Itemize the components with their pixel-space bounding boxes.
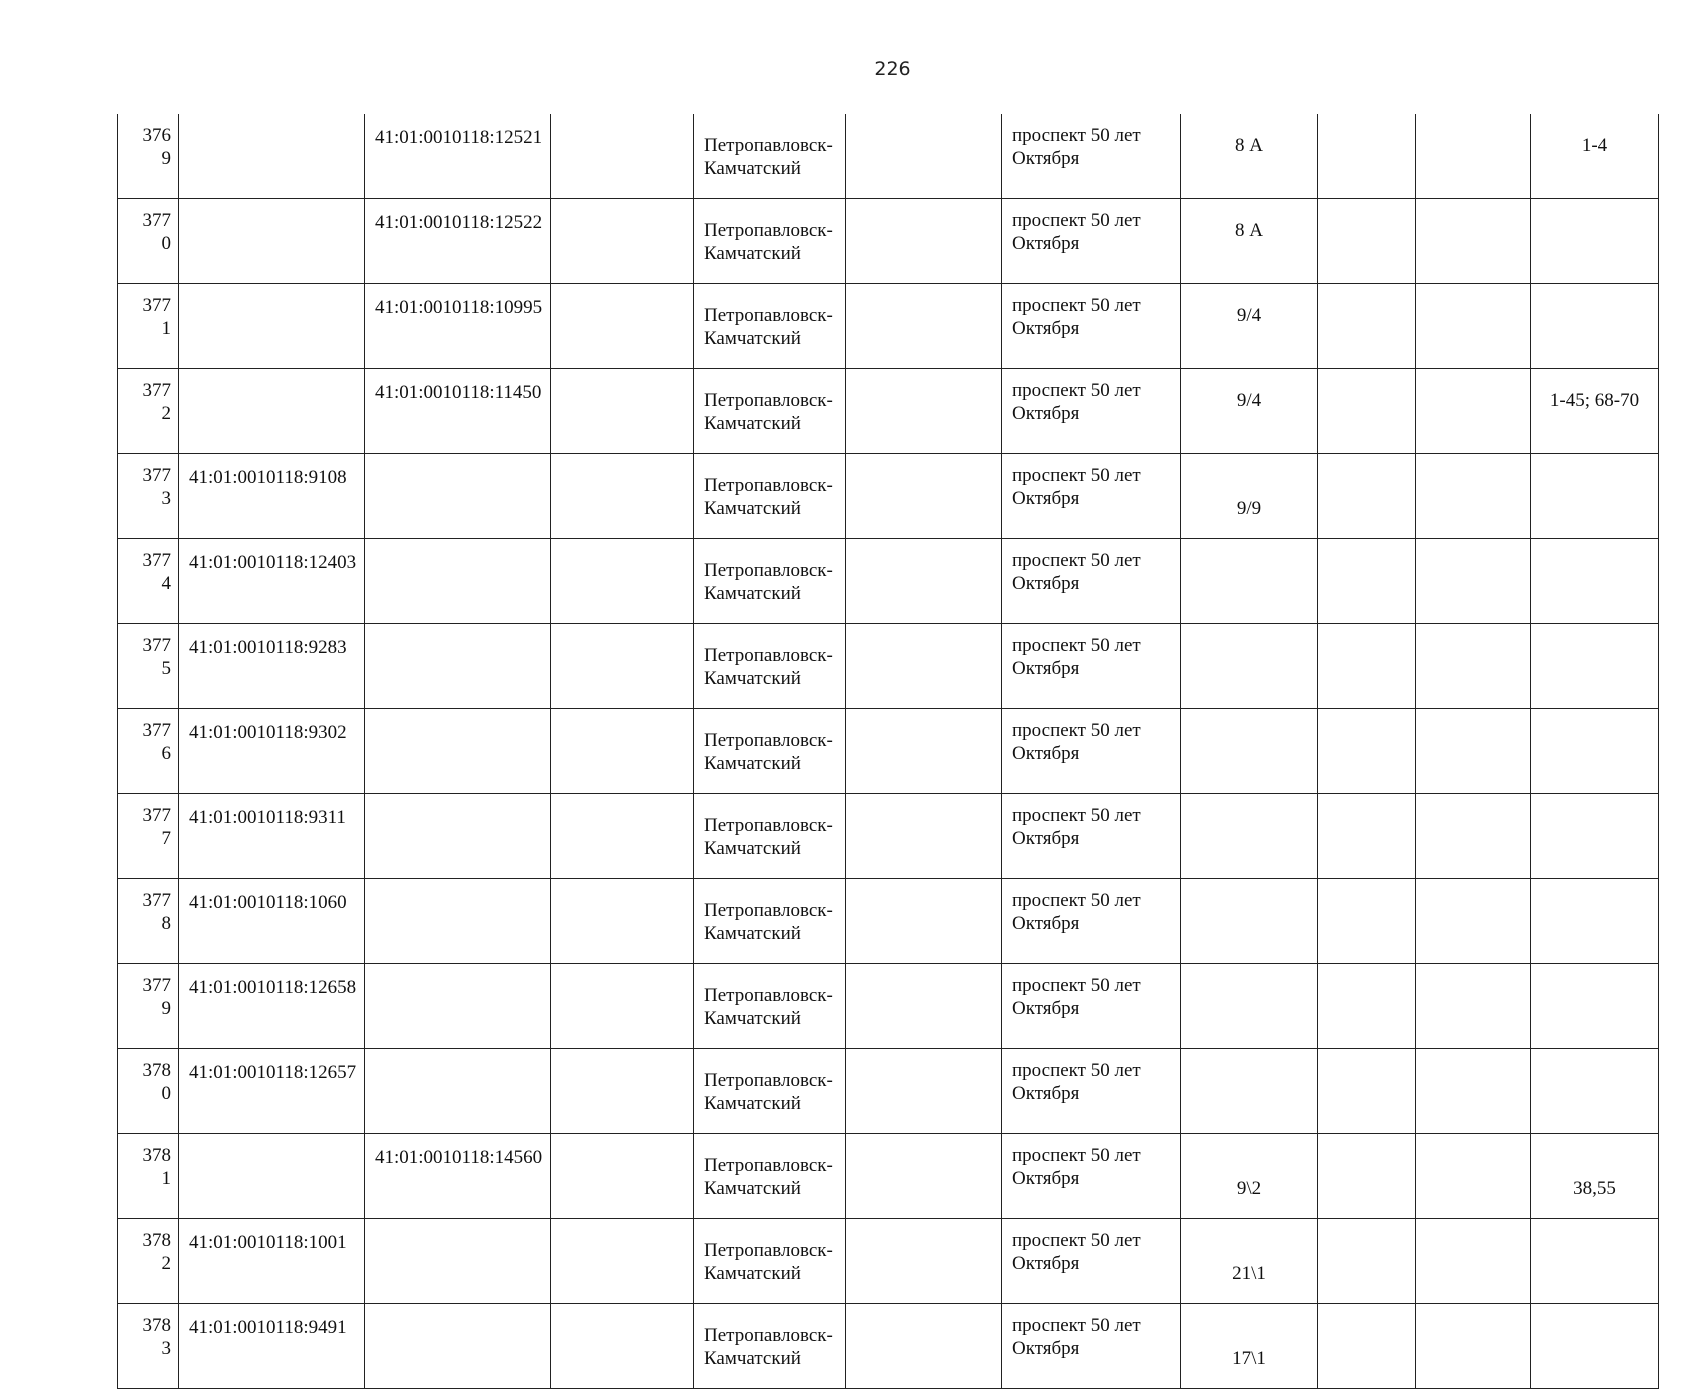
flat-numbers — [1531, 539, 1658, 559]
row-number-part: 9 — [161, 998, 171, 1019]
flat-numbers — [1531, 879, 1658, 899]
house-number — [1181, 624, 1317, 644]
flats-cell — [1531, 199, 1659, 284]
building-cadastral-number — [365, 1219, 551, 1304]
land-cadastral-number: 41:01:0010118:12403 — [179, 539, 365, 624]
building-cadastral-number — [365, 879, 551, 964]
empty-cell — [1318, 964, 1416, 1049]
empty-cell — [551, 709, 694, 794]
street-name: проспект 50 лет Октября — [1002, 284, 1181, 369]
empty-cell — [1416, 964, 1531, 1049]
empty-cell — [846, 199, 1002, 284]
empty-cell — [846, 964, 1002, 1049]
empty-cell — [551, 539, 694, 624]
building-cadastral-number — [365, 1304, 551, 1389]
settlement-name: Петропавловск-Камчатский — [694, 284, 846, 369]
flats-cell — [1531, 539, 1659, 624]
empty-cell — [1416, 879, 1531, 964]
row-number-part: 3 — [161, 488, 171, 509]
empty-cell — [551, 284, 694, 369]
building-cadastral-number — [365, 794, 551, 879]
house-number-cell — [1181, 1049, 1318, 1134]
row-number-cell — [118, 369, 179, 454]
flat-numbers — [1531, 964, 1658, 984]
house-number-cell — [1181, 709, 1318, 794]
flats-cell — [1531, 454, 1659, 539]
house-number-cell — [1181, 879, 1318, 964]
table-row — [118, 1304, 1659, 1389]
empty-cell — [1416, 1049, 1531, 1134]
empty-cell — [551, 1049, 694, 1134]
row-number-cell — [118, 284, 179, 369]
house-number: 9\2 — [1236, 1178, 1262, 1199]
empty-cell — [846, 794, 1002, 879]
flat-numbers — [1531, 794, 1658, 814]
empty-cell — [1416, 1134, 1531, 1219]
row-number-part: 378 — [142, 1230, 171, 1251]
land-cadastral-number — [179, 199, 365, 284]
land-cadastral-number: 41:01:0010118:9108 — [179, 454, 365, 539]
land-cadastral-number: 41:01:0010118:1060 — [179, 879, 365, 964]
street-name: проспект 50 лет Октября — [1002, 709, 1181, 794]
building-cadastral-number: 41:01:0010118:12521 — [365, 114, 551, 199]
house-number: 9/9 — [1236, 498, 1262, 519]
table-row — [118, 1219, 1659, 1304]
row-number-cell — [118, 624, 179, 709]
table-row — [118, 794, 1659, 879]
street-name: проспект 50 лет Октября — [1002, 539, 1181, 624]
table-row — [118, 1049, 1659, 1134]
flats-cell — [1531, 114, 1659, 199]
flats-cell — [1531, 1049, 1659, 1134]
flat-numbers — [1531, 199, 1658, 219]
registry-table — [117, 114, 1659, 1389]
row-number-part: 0 — [161, 233, 171, 254]
settlement-name: Петропавловск-Камчатский — [694, 1219, 846, 1304]
empty-cell — [1416, 114, 1531, 199]
row-number-cell — [118, 454, 179, 539]
row-number-cell — [118, 1219, 179, 1304]
land-cadastral-number — [179, 114, 365, 199]
land-cadastral-number: 41:01:0010118:12657 — [179, 1049, 365, 1134]
house-number: 9/4 — [1236, 305, 1262, 326]
empty-cell — [1416, 794, 1531, 879]
flat-numbers — [1531, 284, 1658, 304]
empty-cell — [846, 114, 1002, 199]
row-number-part: 377 — [142, 380, 171, 401]
row-number-cell — [118, 1134, 179, 1219]
empty-cell — [1416, 1304, 1531, 1389]
settlement-name: Петропавловск-Камчатский — [694, 964, 846, 1049]
empty-cell — [846, 539, 1002, 624]
house-number-cell — [1181, 114, 1318, 199]
street-name: проспект 50 лет Октября — [1002, 199, 1181, 284]
land-cadastral-number — [179, 1134, 365, 1219]
row-number-part: 2 — [161, 403, 171, 424]
empty-cell — [1318, 1219, 1416, 1304]
street-name: проспект 50 лет Октября — [1002, 454, 1181, 539]
row-number-part: 377 — [142, 465, 171, 486]
land-cadastral-number: 41:01:0010118:9302 — [179, 709, 365, 794]
empty-cell — [1416, 1219, 1531, 1304]
table-row — [118, 199, 1659, 284]
land-cadastral-number: 41:01:0010118:9311 — [179, 794, 365, 879]
row-number-cell — [118, 794, 179, 879]
house-number-cell — [1181, 454, 1318, 539]
house-number-cell — [1181, 964, 1318, 1049]
land-cadastral-number: 41:01:0010118:12658 — [179, 964, 365, 1049]
land-cadastral-number: 41:01:0010118:1001 — [179, 1219, 365, 1304]
flats-cell — [1531, 964, 1659, 1049]
house-number — [1181, 1049, 1317, 1069]
flats-cell — [1531, 624, 1659, 709]
street-name: проспект 50 лет Октября — [1002, 1134, 1181, 1219]
table-row — [118, 1134, 1659, 1219]
row-number-part: 378 — [142, 1145, 171, 1166]
settlement-name: Петропавловск-Камчатский — [694, 369, 846, 454]
empty-cell — [1318, 114, 1416, 199]
street-name: проспект 50 лет Октября — [1002, 964, 1181, 1049]
empty-cell — [1318, 794, 1416, 879]
empty-cell — [1318, 709, 1416, 794]
empty-cell — [1318, 454, 1416, 539]
street-name: проспект 50 лет Октября — [1002, 1304, 1181, 1389]
empty-cell — [1318, 879, 1416, 964]
settlement-name: Петропавловск-Камчатский — [694, 114, 846, 199]
table-row — [118, 709, 1659, 794]
building-cadastral-number: 41:01:0010118:10995 — [365, 284, 551, 369]
empty-cell — [551, 964, 694, 1049]
empty-cell — [846, 454, 1002, 539]
house-number — [1181, 709, 1317, 729]
row-number-part: 377 — [142, 295, 171, 316]
flats-cell — [1531, 879, 1659, 964]
building-cadastral-number — [365, 624, 551, 709]
settlement-name: Петропавловск-Камчатский — [694, 794, 846, 879]
row-number-cell — [118, 1304, 179, 1389]
house-number — [1181, 964, 1317, 984]
building-cadastral-number — [365, 1049, 551, 1134]
flats-cell — [1531, 1304, 1659, 1389]
building-cadastral-number — [365, 964, 551, 1049]
flats-cell — [1531, 369, 1659, 454]
house-number: 21\1 — [1232, 1263, 1266, 1284]
empty-cell — [1318, 1049, 1416, 1134]
empty-cell — [846, 369, 1002, 454]
house-number-cell — [1181, 369, 1318, 454]
settlement-name: Петропавловск-Камчатский — [694, 879, 846, 964]
land-cadastral-number: 41:01:0010118:9283 — [179, 624, 365, 709]
flat-numbers — [1531, 1049, 1658, 1069]
row-number-cell — [118, 539, 179, 624]
flat-numbers — [1531, 709, 1658, 729]
house-number: 8 А — [1235, 220, 1263, 241]
empty-cell — [551, 454, 694, 539]
empty-cell — [1318, 1134, 1416, 1219]
empty-cell — [846, 709, 1002, 794]
table-row — [118, 114, 1659, 199]
flat-numbers: 1-45; 68-70 — [1549, 390, 1640, 411]
empty-cell — [1416, 454, 1531, 539]
house-number — [1181, 879, 1317, 899]
settlement-name: Петропавловск-Камчатский — [694, 1049, 846, 1134]
settlement-name: Петропавловск-Камчатский — [694, 199, 846, 284]
row-number-part: 2 — [161, 1253, 171, 1274]
row-number-part: 1 — [161, 318, 171, 339]
settlement-name: Петропавловск-Камчатский — [694, 624, 846, 709]
row-number-part: 377 — [142, 550, 171, 571]
empty-cell — [846, 284, 1002, 369]
settlement-name: Петропавловск-Камчатский — [694, 1134, 846, 1219]
row-number-part: 9 — [161, 148, 171, 169]
street-name: проспект 50 лет Октября — [1002, 1049, 1181, 1134]
empty-cell — [846, 1219, 1002, 1304]
empty-cell — [1416, 284, 1531, 369]
settlement-name: Петропавловск-Камчатский — [694, 454, 846, 539]
row-number-cell — [118, 1049, 179, 1134]
street-name: проспект 50 лет Октября — [1002, 369, 1181, 454]
flats-cell — [1531, 284, 1659, 369]
row-number-cell — [118, 114, 179, 199]
house-number-cell — [1181, 1304, 1318, 1389]
house-number-cell — [1181, 1134, 1318, 1219]
row-number-part: 377 — [142, 975, 171, 996]
empty-cell — [1318, 284, 1416, 369]
empty-cell — [551, 1134, 694, 1219]
house-number-cell — [1181, 199, 1318, 284]
row-number-cell — [118, 709, 179, 794]
flat-numbers — [1531, 624, 1658, 644]
row-number-part: 0 — [161, 1083, 171, 1104]
building-cadastral-number — [365, 454, 551, 539]
registry-rows — [118, 114, 1659, 1389]
empty-cell — [551, 114, 694, 199]
house-number-cell — [1181, 624, 1318, 709]
house-number: 9/4 — [1236, 390, 1262, 411]
empty-cell — [1416, 199, 1531, 284]
empty-cell — [1416, 624, 1531, 709]
settlement-name: Петропавловск-Камчатский — [694, 709, 846, 794]
flat-numbers — [1531, 454, 1658, 474]
street-name: проспект 50 лет Октября — [1002, 114, 1181, 199]
row-number-cell — [118, 879, 179, 964]
house-number-cell — [1181, 539, 1318, 624]
land-cadastral-number — [179, 369, 365, 454]
house-number-cell — [1181, 1219, 1318, 1304]
empty-cell — [846, 1049, 1002, 1134]
row-number-cell — [118, 199, 179, 284]
row-number-part: 1 — [161, 1168, 171, 1189]
empty-cell — [551, 624, 694, 709]
settlement-name: Петропавловск-Камчатский — [694, 539, 846, 624]
row-number-part: 7 — [161, 828, 171, 849]
row-number-part: 377 — [142, 720, 171, 741]
row-number-part: 377 — [142, 635, 171, 656]
building-cadastral-number: 41:01:0010118:14560 — [365, 1134, 551, 1219]
empty-cell — [846, 624, 1002, 709]
table-row — [118, 369, 1659, 454]
empty-cell — [1416, 539, 1531, 624]
empty-cell — [551, 1219, 694, 1304]
empty-cell — [551, 879, 694, 964]
row-number-part: 3 — [161, 1338, 171, 1359]
table-row — [118, 284, 1659, 369]
empty-cell — [846, 1134, 1002, 1219]
table-row — [118, 454, 1659, 539]
table-row — [118, 539, 1659, 624]
flat-numbers — [1531, 1219, 1658, 1239]
flats-cell — [1531, 1134, 1659, 1219]
empty-cell — [846, 1304, 1002, 1389]
empty-cell — [1416, 369, 1531, 454]
row-number-part: 377 — [142, 890, 171, 911]
row-number-part: 378 — [142, 1315, 171, 1336]
page-number: 226 — [874, 58, 911, 80]
flats-cell — [1531, 709, 1659, 794]
row-number-part: 6 — [161, 743, 171, 764]
flat-numbers: 1-4 — [1581, 135, 1608, 156]
row-number-part: 377 — [142, 210, 171, 231]
street-name: проспект 50 лет Октября — [1002, 794, 1181, 879]
building-cadastral-number: 41:01:0010118:11450 — [365, 369, 551, 454]
street-name: проспект 50 лет Октября — [1002, 879, 1181, 964]
table-row — [118, 964, 1659, 1049]
row-number-part: 8 — [161, 913, 171, 934]
house-number — [1181, 794, 1317, 814]
empty-cell — [1318, 199, 1416, 284]
row-number-part: 4 — [161, 573, 171, 594]
flats-cell — [1531, 1219, 1659, 1304]
street-name: проспект 50 лет Октября — [1002, 1219, 1181, 1304]
land-cadastral-number — [179, 284, 365, 369]
empty-cell — [1318, 539, 1416, 624]
building-cadastral-number: 41:01:0010118:12522 — [365, 199, 551, 284]
empty-cell — [1318, 1304, 1416, 1389]
house-number: 8 А — [1235, 135, 1263, 156]
row-number-part: 378 — [142, 1060, 171, 1081]
row-number-part: 377 — [142, 805, 171, 826]
empty-cell — [551, 199, 694, 284]
house-number: 17\1 — [1232, 1348, 1266, 1369]
empty-cell — [551, 369, 694, 454]
flat-numbers — [1531, 1304, 1658, 1324]
empty-cell — [551, 1304, 694, 1389]
building-cadastral-number — [365, 709, 551, 794]
settlement-name: Петропавловск-Камчатский — [694, 1304, 846, 1389]
empty-cell — [1416, 709, 1531, 794]
table-row — [118, 879, 1659, 964]
street-name: проспект 50 лет Октября — [1002, 624, 1181, 709]
flats-cell — [1531, 794, 1659, 879]
building-cadastral-number — [365, 539, 551, 624]
house-number-cell — [1181, 794, 1318, 879]
empty-cell — [551, 794, 694, 879]
table-row — [118, 624, 1659, 709]
empty-cell — [1318, 369, 1416, 454]
empty-cell — [846, 879, 1002, 964]
house-number — [1181, 539, 1317, 559]
row-number-cell — [118, 964, 179, 1049]
flat-numbers: 38,55 — [1573, 1178, 1616, 1199]
row-number-part: 5 — [161, 658, 171, 679]
house-number-cell — [1181, 284, 1318, 369]
land-cadastral-number: 41:01:0010118:9491 — [179, 1304, 365, 1389]
row-number-part: 376 — [142, 125, 171, 146]
empty-cell — [1318, 624, 1416, 709]
